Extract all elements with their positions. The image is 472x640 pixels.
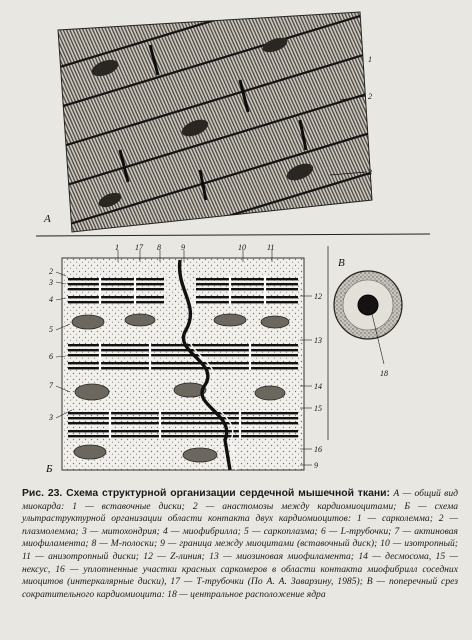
panel-a-myocardium-drawing: [43, 0, 380, 270]
figure-caption: [22, 488, 458, 601]
panel-b-callout-7: 7: [49, 381, 53, 390]
panel-b-callout-6: 6: [49, 352, 53, 361]
panel-a-callout-2: 2: [368, 92, 372, 101]
panel-b-callout-9: 9: [181, 243, 185, 252]
panel-b-callout-4: 4: [49, 295, 53, 304]
panel-b-callout-8: 8: [157, 243, 161, 252]
panel-b-callout-3: 3: [49, 278, 53, 287]
caption-body: А — общий вид миокарда: 1 — вставочные диски; 2 — анастомозы между кардиомиоцитами; Б — схема ультраструктурной организации области контакта двух кардиомиоцитов: 1 — сарколемма; 2 — плазмолемма; 3 — митохондрия; 4 — миофибрилла; 5 — саркоплазма; 6 — L-трубочки; 7 — актиновая миофиламента; 8 — М-полоски; 9 — граница между миоцитами (вставочный диск); 10 — изотропный; 11 — анизотропный диски; 12 — Z-линия; 13 — миозиновая миофиламента; 14 — десмосома, 15 — нексус, 16 — уплотненные участки красных саркомеров в области контакта миофибрилл соседних миоцитов (интеркалярные диски), 17 — Т-трубочки (По А. А. Заварзину, 1985); В — поперечный срез сократительного кардиомиоцита: 18 — центральное расположение ядра: [22, 488, 459, 600]
panel-b-callout-2: 2: [49, 267, 53, 276]
panel-b-callout-15: 15: [314, 404, 322, 413]
caption-title: Рис. 23. Схема структурной организации сердечной мышечной ткани:: [22, 488, 390, 499]
panel-b-callout-1: 1: [115, 243, 119, 252]
panel-b-callout-10: 10: [238, 243, 246, 252]
panel-a-callout-1: 1: [368, 55, 372, 64]
central-nucleus: [358, 295, 378, 315]
panel-a-label: А: [44, 213, 51, 225]
panel-v-callout-18: 18: [380, 369, 388, 378]
panel-b-callout-3b: 3: [49, 413, 53, 422]
panel-b-callout-5: 5: [49, 325, 53, 334]
panel-v-cross-section-drawing: [334, 257, 402, 378]
panel-b-callout-12: 12: [314, 292, 322, 301]
panel-divider: [36, 234, 430, 236]
panel-b-callout-13: 13: [314, 336, 322, 345]
panel-b-callout-16: 16: [314, 445, 322, 454]
panel-b-callout-17: 17: [135, 243, 143, 252]
panel-b-ultrastructure-drawing: [45, 243, 322, 475]
panel-v-label: В: [338, 257, 345, 269]
panel-b-callout-14: 14: [314, 382, 322, 391]
panel-a-callout-3: 3: [368, 168, 372, 177]
panel-b-callout-11: 11: [267, 243, 275, 252]
panel-b-callout-9b: 9: [314, 461, 318, 470]
panel-b-label: Б: [46, 463, 53, 475]
